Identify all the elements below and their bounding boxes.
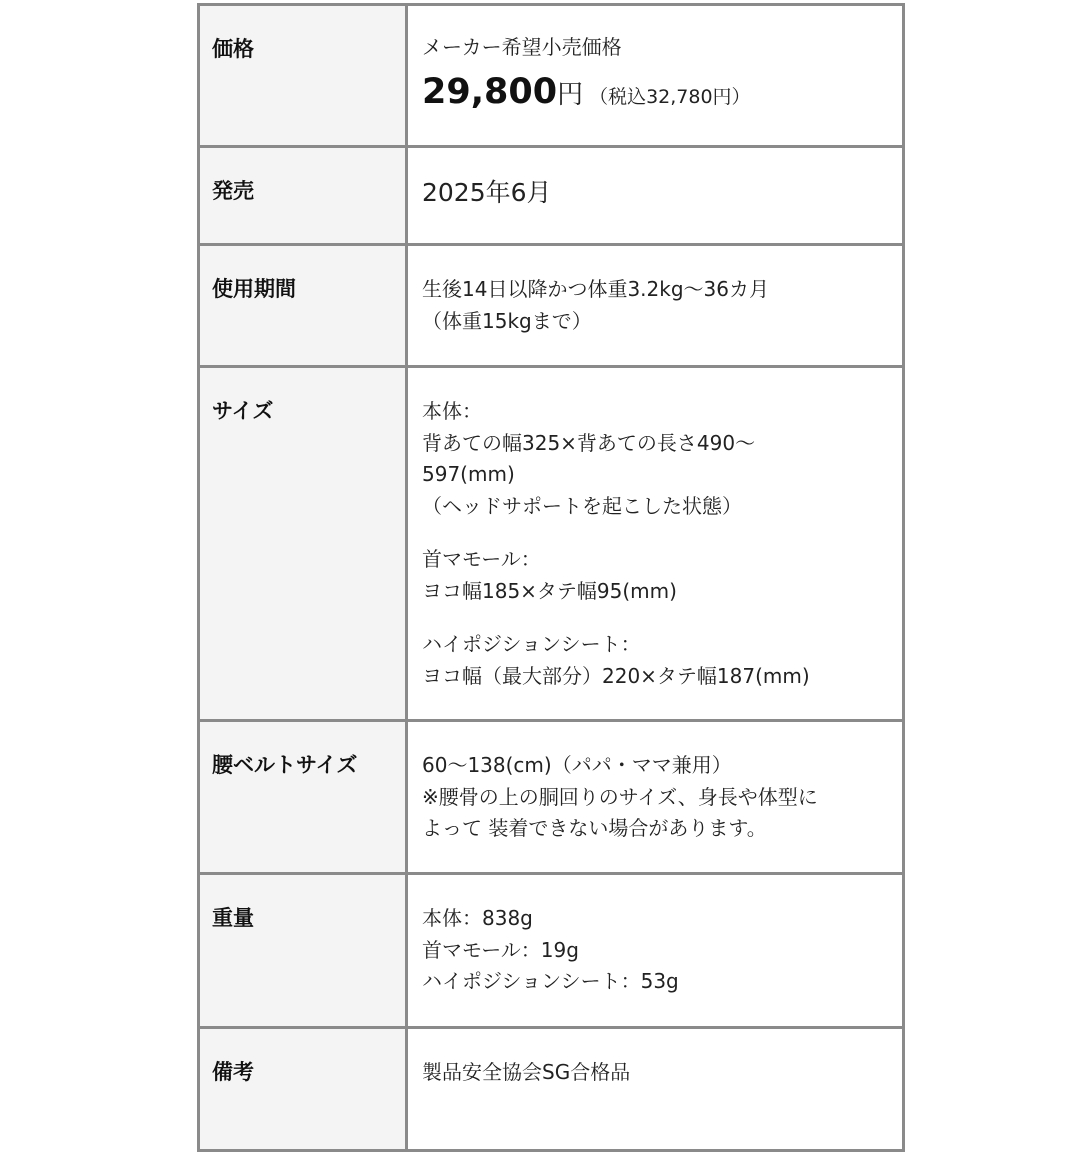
value-line: 60〜138(cm)（パパ・ママ兼用） <box>422 753 732 777</box>
row-label: サイズ <box>197 368 408 719</box>
price-line <box>422 66 902 118</box>
spec-row-waist-belt <box>197 722 905 875</box>
value-line: ※腰骨の上の胴回りのサイズ、身長や体型に <box>422 784 818 809</box>
size-neck-pillow <box>422 544 902 607</box>
spec-row-release <box>197 148 905 246</box>
price-yen: 円 <box>557 79 584 110</box>
value-cell <box>408 368 905 719</box>
value-line: 製品安全協会SG合格品 <box>422 1060 631 1084</box>
spec-row-weight <box>197 875 905 1029</box>
value-line: よって 装着できない場合があります。 <box>422 816 767 840</box>
tax-included-price: （税込32,780円） <box>589 85 751 108</box>
value-line: ヨコ幅（最大部分）220×タテ幅187(mm) <box>422 663 810 688</box>
value-line: 首マモール： <box>422 547 541 571</box>
msrp-label: メーカー希望小売価格 <box>422 35 622 59</box>
spec-row-price <box>197 6 905 148</box>
value-cell <box>408 148 905 243</box>
row-label: 備考 <box>197 1029 408 1149</box>
release-date: 2025年6月 <box>422 178 552 207</box>
value-line: 首マモール：19g <box>422 937 579 962</box>
value-line: ハイポジションシート： <box>422 632 641 656</box>
value-cell <box>408 875 905 1026</box>
value-line: 背あての幅325×背あての長さ490〜 <box>422 430 756 455</box>
value-cell <box>408 1029 905 1149</box>
spec-row-usage-period <box>197 246 905 368</box>
value-line: ハイポジションシート：53g <box>422 969 679 993</box>
row-label: 発売 <box>197 148 408 243</box>
spec-row-size <box>197 368 905 722</box>
row-label: 腰ベルトサイズ <box>197 722 408 872</box>
value-line: （体重15kgまで） <box>422 308 592 333</box>
size-body <box>422 396 902 522</box>
spec-table <box>197 3 905 1152</box>
price-cell <box>408 6 905 145</box>
row-label: 使用期間 <box>197 246 408 365</box>
row-label: 重量 <box>197 875 408 1026</box>
value-line: （ヘッドサポートを起こした状態） <box>422 493 742 518</box>
row-label: 価格 <box>197 6 408 145</box>
value-line: 597(mm) <box>422 462 515 486</box>
value-line: 本体： <box>422 399 482 423</box>
value-cell <box>408 246 905 365</box>
size-high-position-seat <box>422 629 902 692</box>
spec-row-notes <box>197 1029 905 1152</box>
price-value: 29,800 <box>422 71 558 112</box>
value-line: 本体：838g <box>422 906 533 930</box>
value-line: 生後14日以降かつ体重3.2kg〜36カ月 <box>422 277 769 301</box>
value-cell <box>408 722 905 872</box>
value-line: ヨコ幅185×タテ幅95(mm) <box>422 578 677 603</box>
